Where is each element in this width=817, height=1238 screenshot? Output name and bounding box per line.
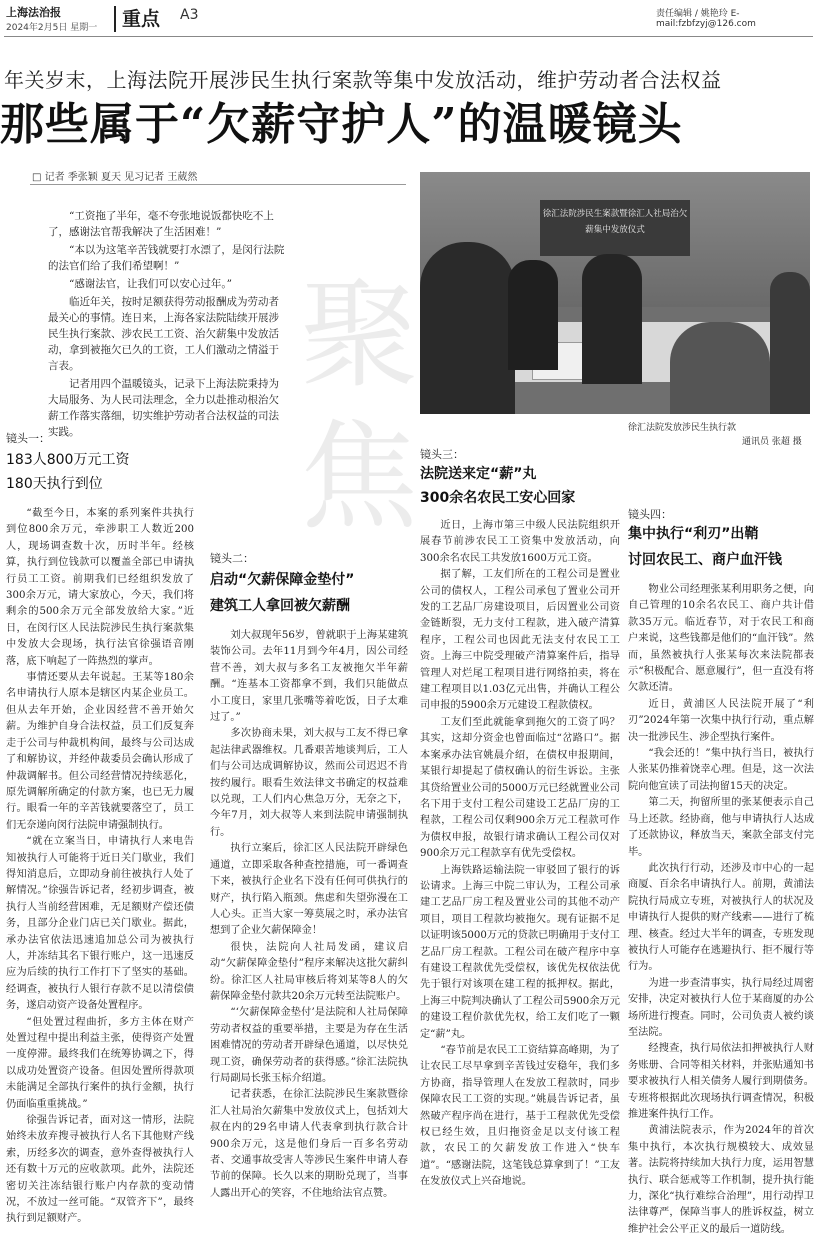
lens4-body [628,582,814,1235]
body-para: “春节前是农民工工资结算高峰期，为了让农民工尽早拿到辛苦钱过安稳年，我们多方协商，指导管理人在发放工程款时，同步保障农民工工资的实现。”姚晨告诉记者，虽然破产程序尚在进行，基于工程款优先受偿权已经生效，且归拖资金足以支付该工程款，农民工的欠薪发放工作进入“快车道”。“感谢法院，这笔钱总算拿到了！”工友在发放仪式上兴奋地说。 [420,1045,620,1188]
focus-deco-char-1: 聚 [300,266,419,404]
photo-banner: 徐汇法院涉民生案款暨徐汇人社局治欠薪集中发放仪式 [540,200,690,256]
photo-caption: 徐汇法院发放涉民生执行款 [628,423,737,433]
section-name: 重点 [122,8,161,30]
intro-para: 临近年关，按时足额获得劳动报酬成为劳动者最关心的事情。连日来，上海各家法院陆续开展涉民生执行案款、涉农民工工资、治欠薪集中发放活动，拿到被拖欠已久的工资，工人们激动之情溢于言表。 [48,296,279,372]
byline: □ 记者 季张颖 夏天 见习记者 王葳然 [32,172,198,183]
lens2-label: 镜头二： [210,552,254,565]
lens1-body [6,506,194,1226]
body-para: “‘欠薪保障金垫付’是法院和人社局保障劳动者权益的重要举措，主要是为存在生活困难情况的劳动者开辟绿色通道，以尽快兑现工资，确保劳动者的获得感。”徐汇法院执行局副局长张玉标介绍道。 [210,1007,408,1084]
intro-para: “工资拖了半年，毫不夸张地说饭都快吃不上了，感谢法官帮我解决了生活困难！” [48,210,274,238]
intro [48,208,288,442]
body-para: “我会还的！”集中执行当日，被执行人张某仍推着饶幸心理。但是，这一次法院向他宣读了司法拘留15天的决定。 [628,748,814,792]
page-number: A3 [180,7,199,23]
body-para: 很快，法院向人社局发函，建议启动“欠薪保障金垫付”程序来解决这批欠薪纠纷。徐汇区人社局审核后将刘某等8人的欠薪保障金垫付款共20余万元转至法院账户。 [210,941,408,1002]
lens4-title-2: 讨回农民工、商户血汗钱 [628,552,782,568]
issue-date: 2024年2月5日 星期一 [6,23,98,33]
photo-credit: 通讯员 张超 摄 [742,437,802,447]
photo-person [670,322,770,414]
lens2-body [210,628,408,1226]
news-photo [420,172,810,414]
body-para: 第二天，拘留所里的张某便表示自己马上还款。经协商，他与申请执行人达成了还款协议，释放当天，案款全部支付完毕。 [628,797,814,858]
body-para: 刘大叔现年56岁，曾就职于上海某建筑装饰公司。去年11月到今年4月，因公司经营不善，刘大叔与多名工友被拖欠半年薪酬。“连基本工资都拿不到，我们只能做点小工度日，家里几张嘴等着吃饭，日子太难过了。” [210,630,408,724]
editor-info: 责任编辑 / 姚艳玲 E-mail:fzbfzyj@126.com [656,9,756,29]
masthead [4,2,813,37]
body-para: 黄浦法院表示，作为2024年的首次集中执行，本次执行规模较大、成效显著。法院将持续加大执行力度，运用智慧执行、联合惩戒等工作机制，提升执行能力，深化“执行难综合治理”，用行动捍卫法律尊严，保障当事人的胜诉权益，树立维护社会公平正义的最后一道防线。 [628,1125,814,1235]
body-para: 物业公司经理张某利用职务之便，向自己管理的10余名农民工、商户共计借款35万元。临近春节，对于农民工和商户来说，这些钱都是他们的“血汗钱”。然而，虽然被执行人张某每次来法院都表示“积极配合、愿意履行”，但一直没有将欠款还清。 [628,584,814,694]
focus-deco-char-2: 焦 [300,408,419,546]
byline-rule [30,184,406,185]
body-para: “但处置过程曲折，多方主体在财产处置过程中提出利益主张，使得资产处置一度停滞。最终我们在统筹协调之下，得以成功处置资产设备。但因处置所得款项未能满足全部执行案件的执行金额，执行仍面临重重挑战。” [6,1016,194,1110]
lens3-title-1: 法院送来定“薪”丸 [420,466,537,482]
body-para: 经搜查，执行局依法扣押被执行人财务账册、合同等相关材料，并张贴通知书要求被执行人相关债务人履行到期债务。专班将根据此次现场执行调查情况，积极推进案件执行工作。 [628,1043,814,1120]
body-para: 上海铁路运输法院一审驳回了银行的诉讼请求。上海三中院二审认为，工程公司承建工艺品厂房工程及置业公司的其他不动产项目，项目工程款均被拖欠。现有证据不足以证明该5000万元的贷款已明确用于支付工艺品厂房工程款。工程公司在破产程序中享有建设工程款优先受偿权，该优先权依法优先于银行对该项在建工程的抵押权。据此，上海三中院判决确认了工程公司5900余万元的建设工程价款优先权，给工友们吃了一颗定“薪”丸。 [420,864,620,1040]
lens3-title-2: 300余名农民工安心回家 [420,490,576,506]
lens1-title-1: 183人800万元工资 [6,452,130,468]
kicker: 年关岁末，上海法院开展涉民生执行案款等集中发放活动，维护劳动者合法权益 [4,68,722,92]
lens2-title-2: 建筑工人拿回被欠薪酬 [210,598,350,614]
body-para: 徐强告诉记者，面对这一情形，法院始终未放弃搜寻被执行人名下其他财产线索，历经多次的调查，意外查得被执行人还有数十万元的应收款项。此外，法院还密切关注冻结银行账户内存款的变动情况，不放过一丝可能。“双管齐下”，最终执行到足额财产。 [6,1115,194,1225]
body-para: 为进一步查清事实，执行局经过周密安排，决定对被执行人位于某商厦的办公场所进行搜查。同时，公司负责人被约谈至法院。 [628,977,814,1038]
photo-person [770,272,810,414]
body-para: “就在立案当日，申请执行人来电告知被执行人可能将于近日关门歇业，我们得知消息后，立即动身前往被执行人处了解情况。”徐强告诉记者，经初步调查，被执行人当前经营困难，无足额财产偿还债务，且部分企业门店已关门歇业。据此，承办法官依法迅速追加总公司为被执行人，并冻结其名下银行账户，这一迅速反应为后续的执行工作打下了坚实的基础。经调查，被执行人银行存款不足以清偿债务，遂启动资产设备处置程序。 [6,836,194,1012]
lens3-body [420,518,620,1226]
lens1-title-2: 180天执行到位 [6,476,103,492]
body-para: 多次协商未果，刘大叔与工友不得已拿起法律武器维权。几番艰苦地谈判后，工人们与公司达成调解协议，然而公司迟迟不肯按约履行。眼看生效法律文书确定的权益难以兑现，工人们内心焦急万分，无奈之下，今年7月，刘大叔等人来到法院申请强制执行。 [210,728,408,838]
intro-para: 记者用四个温暖镜头，记录下上海法院秉持为大局服务、为人民司法理念，全力以赴推动根治欠薪工作落实落细，切实维护劳动者合法权益的司法实践。 [48,378,279,438]
lens1-label: 镜头一： [6,432,50,445]
body-para: 工友们至此就能拿到拖欠的工资了吗？其实，这却分资金也曾面临过“岔路口”。据本案承办法官姚晨介绍，在债权申报期间，某银行却提起了债权确认的衍生诉讼。主张其贷给置业公司的5000万元已经就置业公司名下用于支付工程公司建设工艺品厂房的工程款，工程公司仅剩900余万元工程款可作为债权申报，故银行请求确认工程公司仅对900余万元工程款享有优先受偿权。 [420,716,620,860]
photo-person [420,242,515,414]
body-para: 据了解，工友们所在的工程公司是置业公司的债权人，工程公司承包了置业公司开发的工艺品厂房建设项目，后因置业公司资金链断裂，无力支付工程款，进入破产清算程序，工程公司也因此无法支付农民工工资。上海三中院受理破产清算案件后，指导管理人对烂尾工程项目进行网络拍卖，将在建工程项目以1.03亿元出售，并确认工程公司申报的5900余万元建设工程款债权。 [420,569,620,712]
lens4-title-1: 集中执行“利刃”出鞘 [628,526,759,542]
lens4-label: 镜头四： [628,508,672,521]
headline: 那些属于“欠薪守护人”的温暖镜头 [0,99,683,150]
body-para: 事情还要从去年说起。王某等180余名申请执行人原本是辖区内某企业员工。但从去年开始，企业因经营不善开始欠薪。为维护自身合法权益，员工们反复奔走于公司与仲裁机构间，最终与公司达成了和解协议，并经仲裁委员会确认形成了仲裁调解书。但公司经营情况持续恶化，原先调解所确定的付款方案，也已无力履行。眼看一年的辛苦钱就要落空了，员工们无奈递向闵行法院申请强制执行。 [6,672,194,831]
photo-person [582,254,642,384]
body-para: 此次执行行动，还涉及市中心的一起商厦、百余名申请执行人。前期，黄浦法院执行局成立专班，对被执行人的状况及申请执行人提供的财产线索——进行了梳理、核查。经过大半年的调查，专班发现被执行人可能存在逃避执行、拒不履行等行为。 [628,862,814,973]
body-para: 近日，上海市第三中级人民法院组织开展春节前涉农民工工资集中发放活动，向300余名农民工共发放1600万元工资。 [420,520,620,564]
lens3-label: 镜头三： [420,448,464,461]
intro-para: “感谢法官，让我们可以安心过年。” [69,278,232,290]
body-para: “截至今日，本案的系列案件共执行到位800余万元，牵涉职工人数近200人，现场调查数十次，历时半年。经核算，执行到位钱款可以覆盖全部已申请执行员工工资。前期我们已经组织发放了300余万元，请大家放心，今天，我们将剩余的500余万元全部发放给大家。”近日，在闵行区人民法院涉民生执行案款集中发放大会现场，执行法官徐强语音刚落，底下响起了一阵热烈的掌声。 [6,508,194,667]
masthead-divider [114,6,116,32]
body-para: 近日，黄浦区人民法院开展了“利刃”2024年第一次集中执行行动，重点解决一批涉民生、涉企型执行案件。 [628,698,814,743]
body-para: 执行立案后，徐汇区人民法院开辟绿色通道，立即采取各种查控措施，可一番调查下来，被执行企业名下没有任何可供执行的财产，执行陷入瓶颈。焦虑和失望弥漫在工人心头。正当大家一筹莫展之时，承办法官想到了企业欠薪保障金！ [210,843,408,937]
body-para: 记者获悉，在徐汇法院涉民生案款暨徐汇人社局治欠薪集中发放仪式上，包括刘大叔在内的29名申请人代表拿到执行款合计900余万元，这是他们身后一百多名劳动者、交通事故受害人等涉民生案件申请人春节前的保障。长久以来的期盼兑现了，当事人露出开心的笑容，不住地给法官点赞。 [210,1089,408,1199]
photo-person [508,260,558,370]
lens2-title-1: 启动“欠薪保障金垫付” [210,572,355,588]
intro-para: “本以为这笔辛苦钱就要打水漂了，是闵行法院的法官们给了我们希望啊！” [48,244,285,272]
paper-name: 上海法治报 [6,6,61,19]
